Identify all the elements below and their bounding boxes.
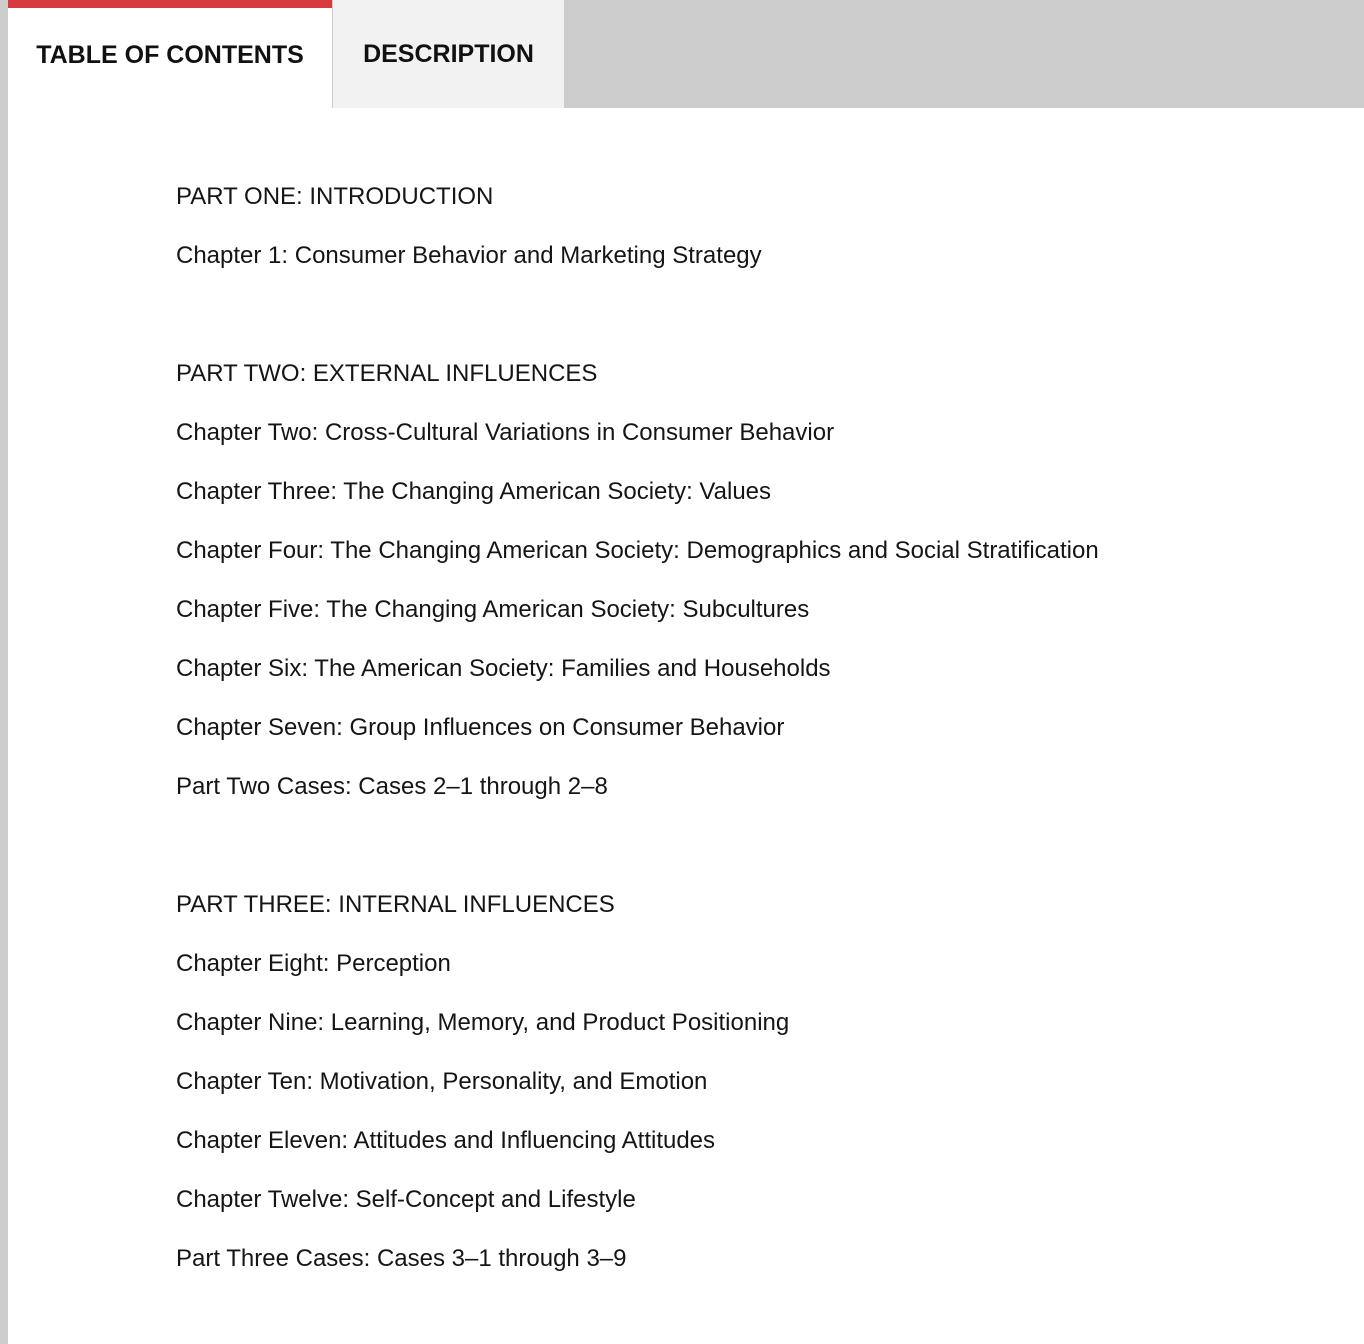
part-heading: PART ONE: INTRODUCTION xyxy=(176,183,494,210)
toc-item: Chapter Eight: Perception xyxy=(176,950,451,977)
toc-item: Chapter Nine: Learning, Memory, and Product Positioning xyxy=(176,1009,790,1036)
tab-table-of-contents[interactable]: TABLE OF CONTENTS xyxy=(8,0,332,108)
toc-item: Chapter Ten: Motivation, Personality, and Emotion xyxy=(176,1068,708,1095)
toc-item: Chapter Six: The American Society: Families and Households xyxy=(176,655,831,682)
toc-item: Chapter Twelve: Self-Concept and Lifestyle xyxy=(176,1186,636,1213)
part-spacer xyxy=(176,285,1326,344)
toc-item: Chapter Two: Cross-Cultural Variations in Consumer Behavior xyxy=(176,419,835,446)
part-heading: PART TWO: EXTERNAL INFLUENCES xyxy=(176,360,598,387)
toc-item: Part Two Cases: Cases 2–1 through 2–8 xyxy=(176,773,608,800)
tab-description[interactable]: DESCRIPTION xyxy=(333,0,564,108)
part-heading: PART THREE: INTERNAL INFLUENCES xyxy=(176,891,615,918)
tab-bar xyxy=(8,0,1364,108)
page-frame xyxy=(8,0,1364,1344)
part-spacer xyxy=(176,816,1326,875)
toc-item: Chapter Five: The Changing American Society: Subcultures xyxy=(176,596,810,623)
toc-item: Chapter 1: Consumer Behavior and Marketing Strategy xyxy=(176,242,762,269)
toc-item: Chapter Three: The Changing American Society: Values xyxy=(176,478,772,505)
toc-item: Chapter Seven: Group Influences on Consumer Behavior xyxy=(176,714,785,741)
toc-item: Chapter Four: The Changing American Society: Demographics and Social Stratification xyxy=(176,537,1099,564)
table-of-contents xyxy=(176,167,1326,1288)
toc-item: Part Three Cases: Cases 3–1 through 3–9 xyxy=(176,1245,627,1272)
toc-item: Chapter Eleven: Attitudes and Influencing Attitudes xyxy=(176,1127,716,1154)
